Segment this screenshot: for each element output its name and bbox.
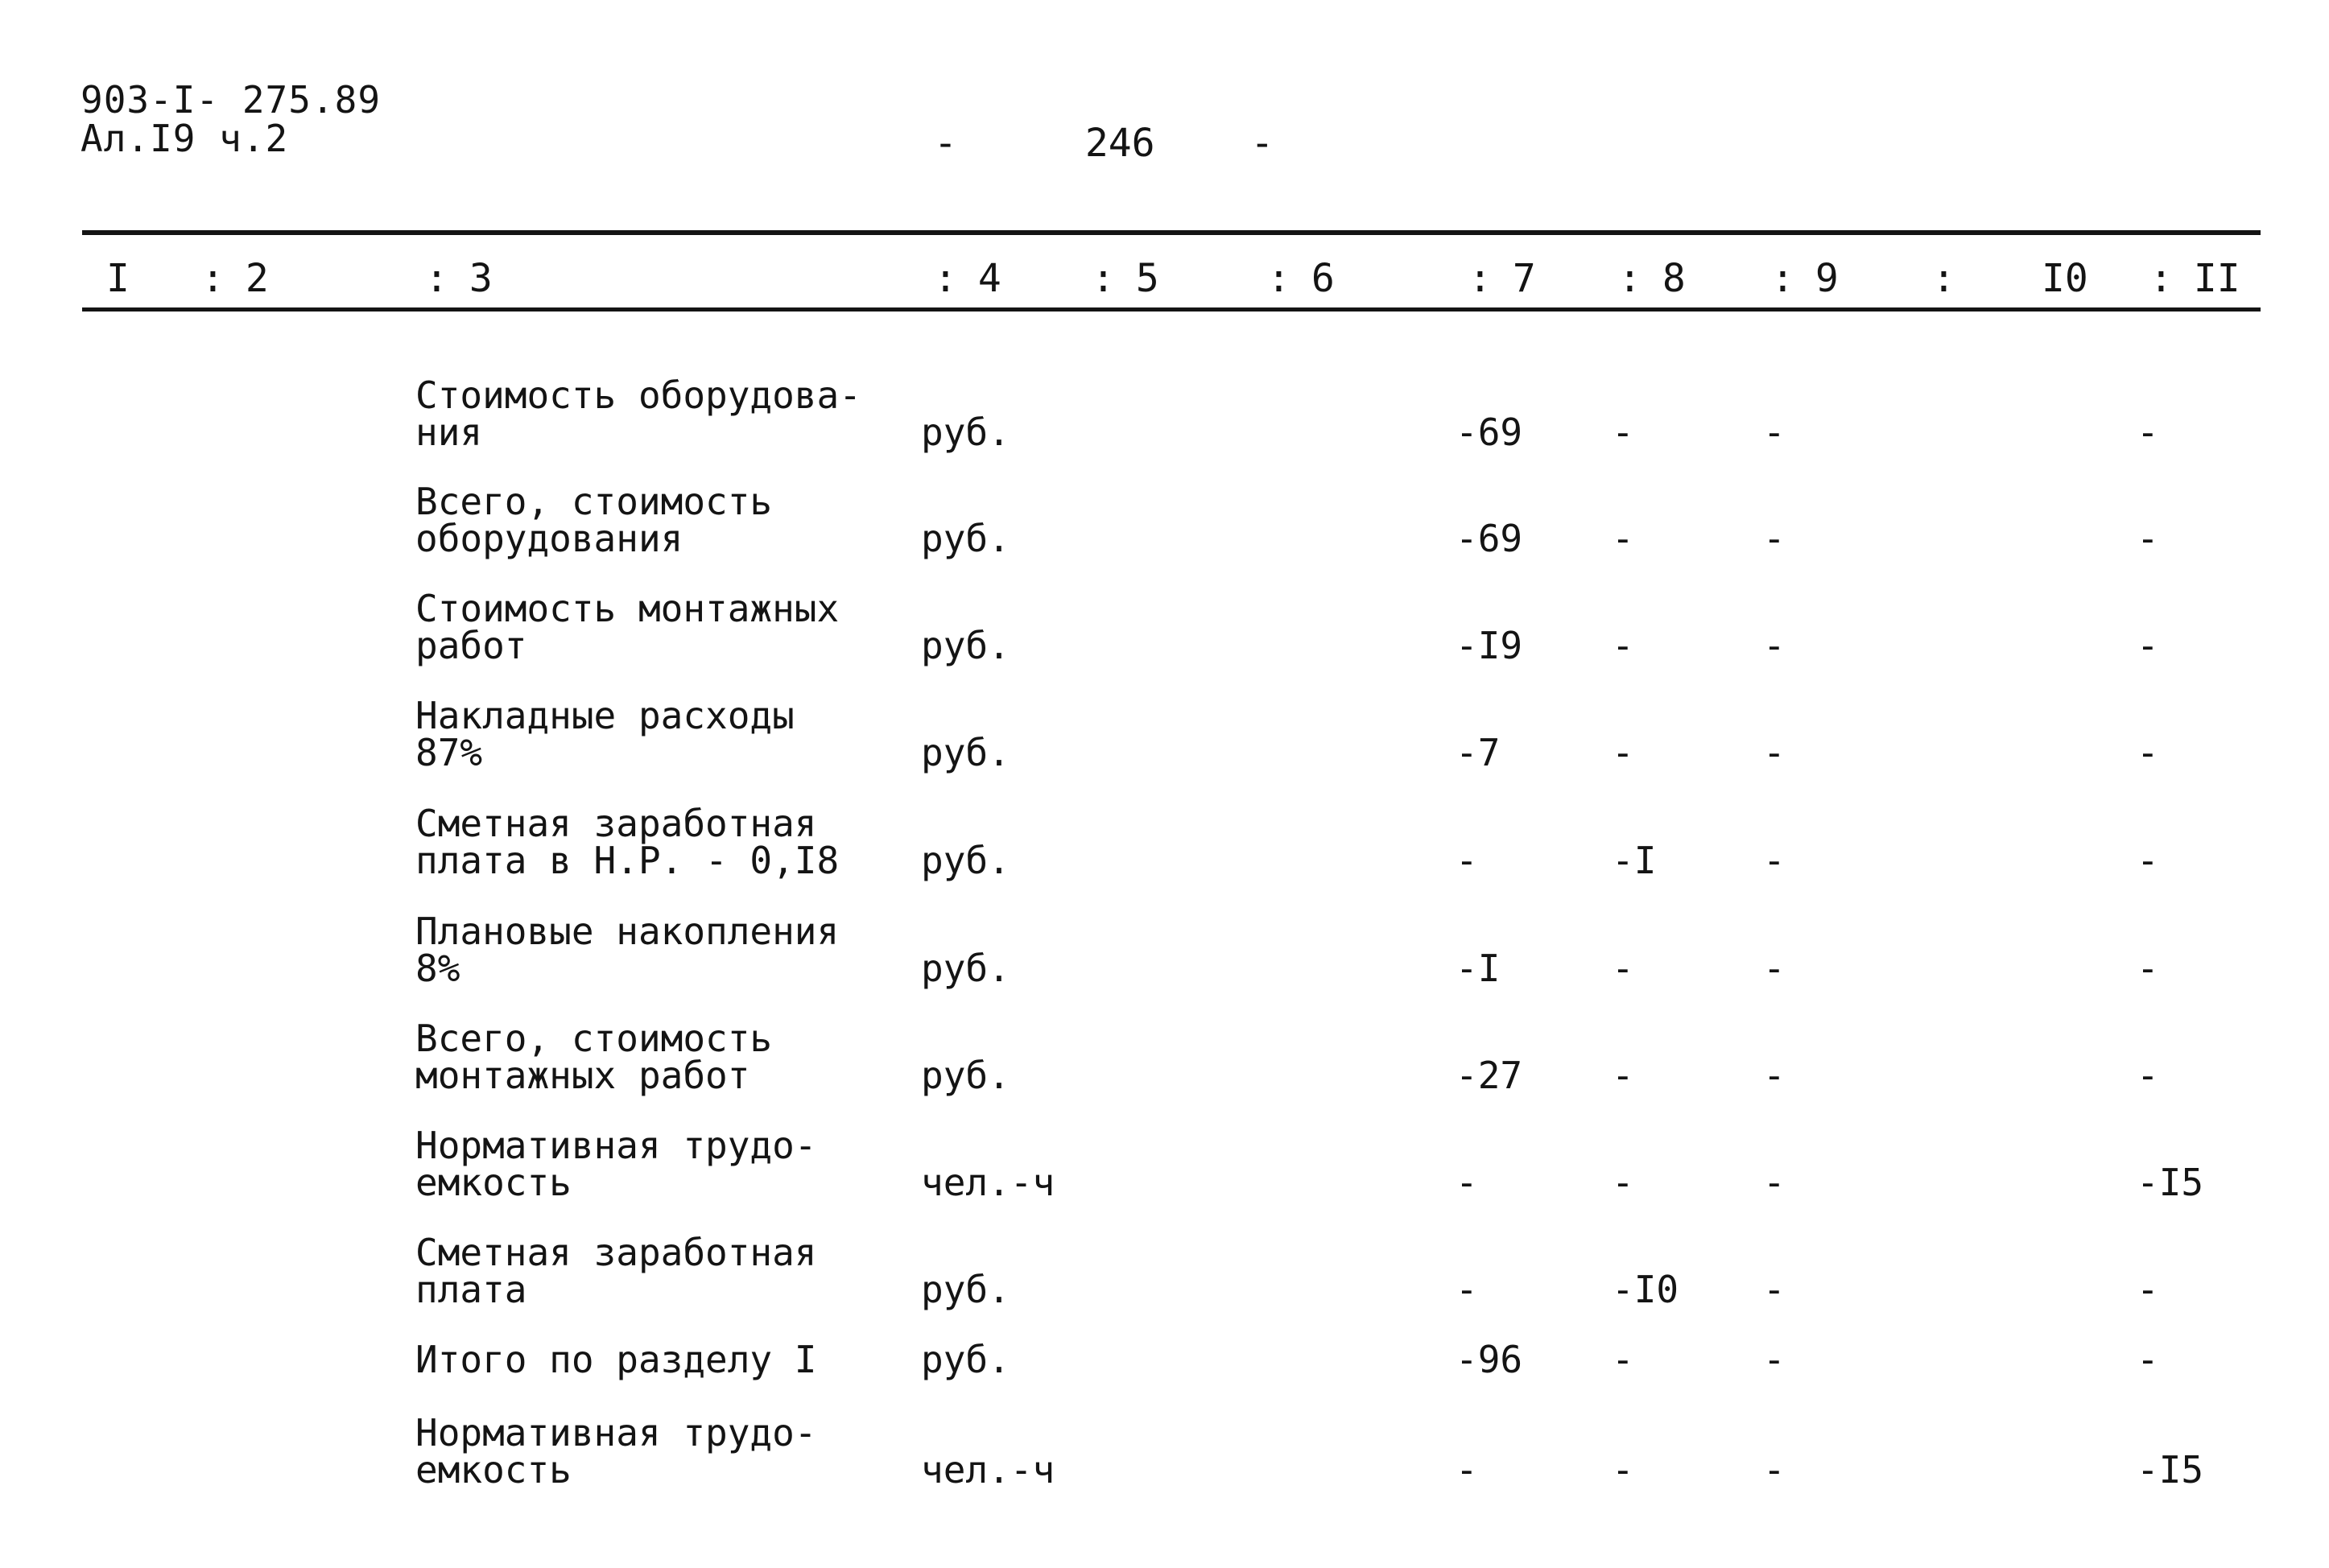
column-separator: : [1618,256,1641,301]
row-col-9: - [1763,839,1786,882]
row-description-line: Нормативная трудо- [415,1124,817,1167]
row-description [415,694,795,774]
row-col-8: -I [1612,839,1657,882]
row-col-8: - [1612,411,1634,454]
column-label: 4 [977,256,1001,301]
document-code-line-1: 903-I- 275.89 [81,78,382,122]
document-code-line-2: Ал.I9 ч.2 [81,117,289,160]
row-unit: руб. [921,411,1010,454]
row-description-line: Сметная заработная [415,1231,817,1274]
row-description [415,1338,817,1381]
row-col-7: - [1456,839,1478,882]
column-separator: : [1267,256,1290,301]
row-unit: руб. [921,839,1010,882]
row-description-line: монтажных работ [415,1054,750,1097]
row-unit: руб. [921,731,1010,774]
column-header-1 [106,256,130,304]
row-col-11: -I5 [2137,1448,2204,1492]
column-label: I0 [2042,256,2088,301]
column-header-7 [1468,256,1536,304]
row-col-11: -I5 [2137,1161,2204,1204]
column-label: I [106,256,130,301]
row-col-7: -I [1456,947,1501,990]
row-col-8: - [1612,1054,1634,1097]
row-description-line: Нормативная трудо- [415,1411,817,1455]
row-col-11: - [2137,839,2159,882]
page-number-dash-left: - [934,121,957,166]
row-col-8: - [1612,1338,1634,1381]
row-unit: руб. [921,947,1010,990]
row-col-8: - [1612,517,1634,560]
column-header-5 [1092,256,1159,304]
row-col-7: -69 [1456,517,1523,560]
row-description-line: емкость [415,1161,572,1204]
table-top-rule [82,230,2261,235]
row-unit: руб. [921,1338,1010,1381]
column-separator: : [201,256,225,301]
row-description-line: Плановые накопления [415,910,840,953]
row-col-9: - [1763,731,1786,774]
row-col-8: - [1612,1161,1634,1204]
column-header-4 [934,256,1001,304]
row-col-11: - [2137,624,2159,667]
row-col-7: - [1456,1448,1478,1492]
row-description [415,1231,817,1311]
column-header-10 [1932,256,1976,304]
row-col-7: - [1456,1268,1478,1311]
row-col-9: - [1763,1338,1786,1381]
row-description-line: Сметная заработная [415,802,817,845]
column-separator: : [2149,256,2173,301]
page-number: 246 [1084,121,1155,166]
column-label: 9 [1815,256,1839,301]
row-col-8: - [1612,624,1634,667]
row-col-7: -7 [1456,731,1501,774]
row-description [415,802,840,882]
row-description [415,480,773,560]
row-col-7: - [1456,1161,1478,1204]
column-header-8 [1618,256,1686,304]
row-unit: руб. [921,517,1010,560]
column-label: 7 [1512,256,1536,301]
column-label: 8 [1662,256,1686,301]
column-label: 2 [245,256,269,301]
column-header-6 [1267,256,1335,304]
row-description-line: плата в Н.Р. - 0,I8 [415,839,840,882]
row-unit: руб. [921,1268,1010,1311]
row-col-8: - [1612,947,1634,990]
column-separator: : [934,256,957,301]
row-description [415,373,861,454]
column-header-9 [1771,256,1839,304]
column-label: 5 [1135,256,1159,301]
column-header-11 [2042,256,2088,304]
column-header-2 [201,256,269,304]
column-label: II [2193,256,2240,301]
row-description-line: работ [415,624,527,667]
row-col-9: - [1763,1448,1786,1492]
row-col-11: - [2137,947,2159,990]
row-col-7: -27 [1456,1054,1523,1097]
row-description-line: плата [415,1268,527,1311]
row-col-7: -I9 [1456,624,1523,667]
page-number-block [934,121,1274,166]
row-description-line: Накладные расходы [415,694,795,737]
row-unit: чел.-ч [921,1161,1055,1204]
row-description-line: 8% [415,947,460,990]
column-separator: : [1092,256,1115,301]
row-col-9: - [1763,1268,1786,1311]
row-description-line: Итого по разделу I [415,1338,817,1381]
row-col-11: - [2137,411,2159,454]
row-col-8: - [1612,1448,1634,1492]
page-number-dash-right: - [1250,121,1274,166]
row-col-8: -I0 [1612,1268,1679,1311]
row-col-11: - [2137,1054,2159,1097]
row-description-line: оборудования [415,517,683,560]
row-col-11: - [2137,731,2159,774]
row-col-11: - [2137,517,2159,560]
row-description-line: ния [415,411,483,454]
row-col-9: - [1763,517,1786,560]
row-col-9: - [1763,624,1786,667]
row-col-9: - [1763,1054,1786,1097]
row-description-line: емкость [415,1448,572,1492]
row-description-line: 87% [415,731,483,774]
row-col-11: - [2137,1268,2159,1311]
table-header-rule [82,307,2261,312]
column-header-3 [425,256,493,304]
row-unit: руб. [921,1054,1010,1097]
column-separator: : [1771,256,1794,301]
row-col-9: - [1763,411,1786,454]
row-unit: чел.-ч [921,1448,1055,1492]
row-unit: руб. [921,624,1010,667]
column-separator: : [1468,256,1492,301]
column-separator: : [1932,256,1955,301]
row-description-line: Всего, стоимость [415,480,773,523]
row-col-9: - [1763,1161,1786,1204]
column-label: 6 [1311,256,1335,301]
column-label: 3 [469,256,493,301]
row-col-11: - [2137,1338,2159,1381]
row-col-7: -69 [1456,411,1523,454]
row-description-line: Всего, стоимость [415,1017,773,1060]
row-col-8: - [1612,731,1634,774]
row-col-7: -96 [1456,1338,1523,1381]
column-header-12 [2149,256,2240,304]
row-description-line: Стоимость монтажных [415,587,840,630]
row-description [415,1124,817,1204]
row-description [415,1411,817,1492]
row-col-9: - [1763,947,1786,990]
row-description [415,1017,773,1097]
column-separator: : [425,256,448,301]
row-description [415,587,840,667]
row-description-line: Стоимость оборудова- [415,373,861,417]
row-description [415,910,840,990]
document-code [81,80,381,158]
